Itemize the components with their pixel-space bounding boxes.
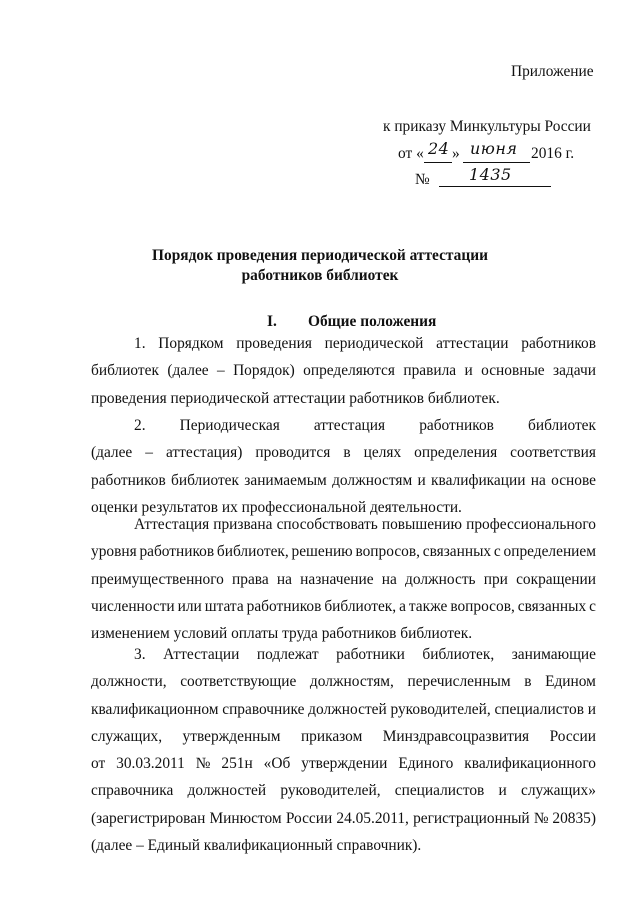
paragraph-line: квалификационном справочнике должностей руководителей, специалистов и: [91, 700, 596, 718]
date-day-underline: [424, 162, 452, 163]
paragraph-line: должности, соответствующие должностям, перечисленным в Едином: [91, 673, 596, 691]
paragraph-line: уровня работников библиотек, решению вопросов, связанных с определением: [91, 543, 596, 561]
paragraph-2: [91, 412, 596, 521]
date-mid: »: [452, 145, 460, 162]
number-prefix: №: [415, 171, 430, 188]
section-numeral: I.: [267, 313, 277, 330]
number-handwritten: 1435: [469, 165, 512, 184]
paragraph-line: преимущественного права на назначение на должность при сокращении: [91, 570, 596, 588]
paragraph-3: [91, 511, 596, 647]
paragraph-1: [91, 330, 596, 412]
date-month-underline: [463, 162, 530, 163]
paragraph-line: справочника должностей руководителей, специалистов и служащих»: [91, 782, 596, 800]
paragraph-line: численности или штата работников библиотек, а также вопросов, связанных с: [91, 597, 596, 615]
paragraph-line: (далее – Единый квалификационный справочник).: [91, 837, 422, 855]
document-title-line2: работников библиотек: [241, 267, 399, 284]
paragraph-line: Аттестация призвана способствовать повышению профессионального: [134, 516, 596, 533]
document-title-line1: Порядок проведения периодической аттестации: [152, 247, 488, 264]
paragraph-line: оценки результатов их профессиональной деятельности.: [91, 498, 462, 516]
date-day-handwritten: 24: [428, 139, 450, 158]
number-underline: [439, 186, 551, 187]
paragraph-line: работников библиотек занимаемым должностям и квалификации на основе: [91, 471, 596, 489]
paragraph-line: от 30.03.2011 № 251н «Об утверждении Единого квалификационного: [91, 755, 596, 773]
date-prefix: от «: [398, 145, 424, 162]
paragraph-line: 3. Аттестации подлежат работники библиотек, занимающие: [134, 646, 596, 663]
paragraph-line: 1. Порядком проведения периодической аттестации работников: [134, 335, 596, 352]
order-reference: к приказу Минкультуры России: [383, 118, 591, 135]
paragraph-line: (зарегистрирован Минюстом России 24.05.2011, регистрационный № 20835): [91, 809, 596, 827]
paragraph-line: (далее – аттестация) проводится в целях определения соответствия: [91, 444, 596, 462]
date-month-handwritten: июня: [470, 139, 518, 158]
section-heading: Общие положения: [308, 313, 437, 330]
date-year: 2016 г.: [531, 145, 575, 162]
paragraph-4: [91, 641, 596, 859]
paragraph-line: проведения периодической аттестации работников библиотек.: [91, 389, 500, 407]
paragraph-line: изменением условий оплаты труда работников библиотек.: [91, 625, 473, 643]
paragraph-line: библиотек (далее – Порядок) определяются правила и основные задачи: [91, 362, 596, 380]
appendix-label: Приложение: [511, 63, 594, 80]
paragraph-line: служащих, утвержденным приказом Минздравсоцразвития России: [91, 727, 596, 745]
paragraph-line: 2. Периодическая аттестация работников библиотек: [134, 417, 596, 434]
